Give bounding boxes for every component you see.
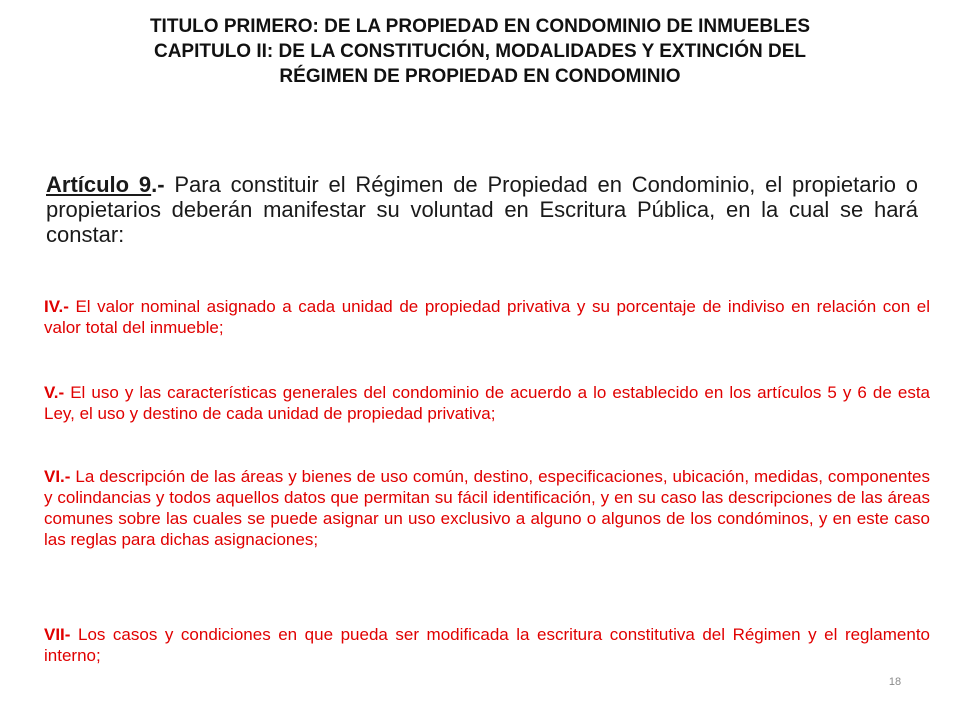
title-line-3: RÉGIMEN DE PROPIEDAD EN CONDOMINIO xyxy=(279,66,681,87)
article-paragraph xyxy=(44,172,918,247)
clause-text: El uso y las características generales del condominio de acuerdo a lo establecido en los artículos 5 y 6 de esta Ley, el uso y destino de cada unidad de propiedad privativa; xyxy=(44,383,930,423)
clause-vii xyxy=(44,624,930,666)
article-label: Artículo 9 xyxy=(46,172,152,197)
clause-number: VI.- xyxy=(44,467,71,486)
page-title xyxy=(40,14,920,89)
clause-iv xyxy=(44,296,930,338)
clause-text: El valor nominal asignado a cada unidad de propiedad privativa y su porcentaje de indiviso en relación con el valor total del inmueble; xyxy=(44,297,930,337)
clause-vi xyxy=(44,466,930,550)
clause-text: Los casos y condiciones en que pueda ser modificada la escritura constitutiva del Régimen y el reglamento interno; xyxy=(44,625,930,665)
clause-number: VII- xyxy=(44,625,71,644)
clause-v xyxy=(44,382,930,424)
clause-number: V.- xyxy=(44,383,65,402)
title-line-2: CAPITULO II: DE LA CONSTITUCIÓN, MODALIDADES Y EXTINCIÓN DEL xyxy=(153,41,806,62)
clause-text: La descripción de las áreas y bienes de uso común, destino, especificaciones, ubicación, medidas, componentes y colindancias y todos aquellos datos que permitan su fácil identificación, y en su caso las descripciones de las áreas comunes sobre las cuales se puede asignar un uso exclusivo a alguno o algunos de los condóminos, y en este caso las reglas para dichas asignaciones; xyxy=(44,467,930,549)
title-line-1: TITULO PRIMERO: DE LA PROPIEDAD EN CONDOMINIO DE INMUEBLES xyxy=(149,16,811,37)
page-number: 18 xyxy=(888,676,902,688)
clause-number: IV.- xyxy=(44,297,69,316)
article-text: Para constituir el Régimen de Propiedad en Condominio, el propietario o propietarios deberán manifestar su voluntad en Escritura Pública, en la cual se hará constar: xyxy=(46,172,918,247)
article-dash: .- xyxy=(151,172,165,197)
